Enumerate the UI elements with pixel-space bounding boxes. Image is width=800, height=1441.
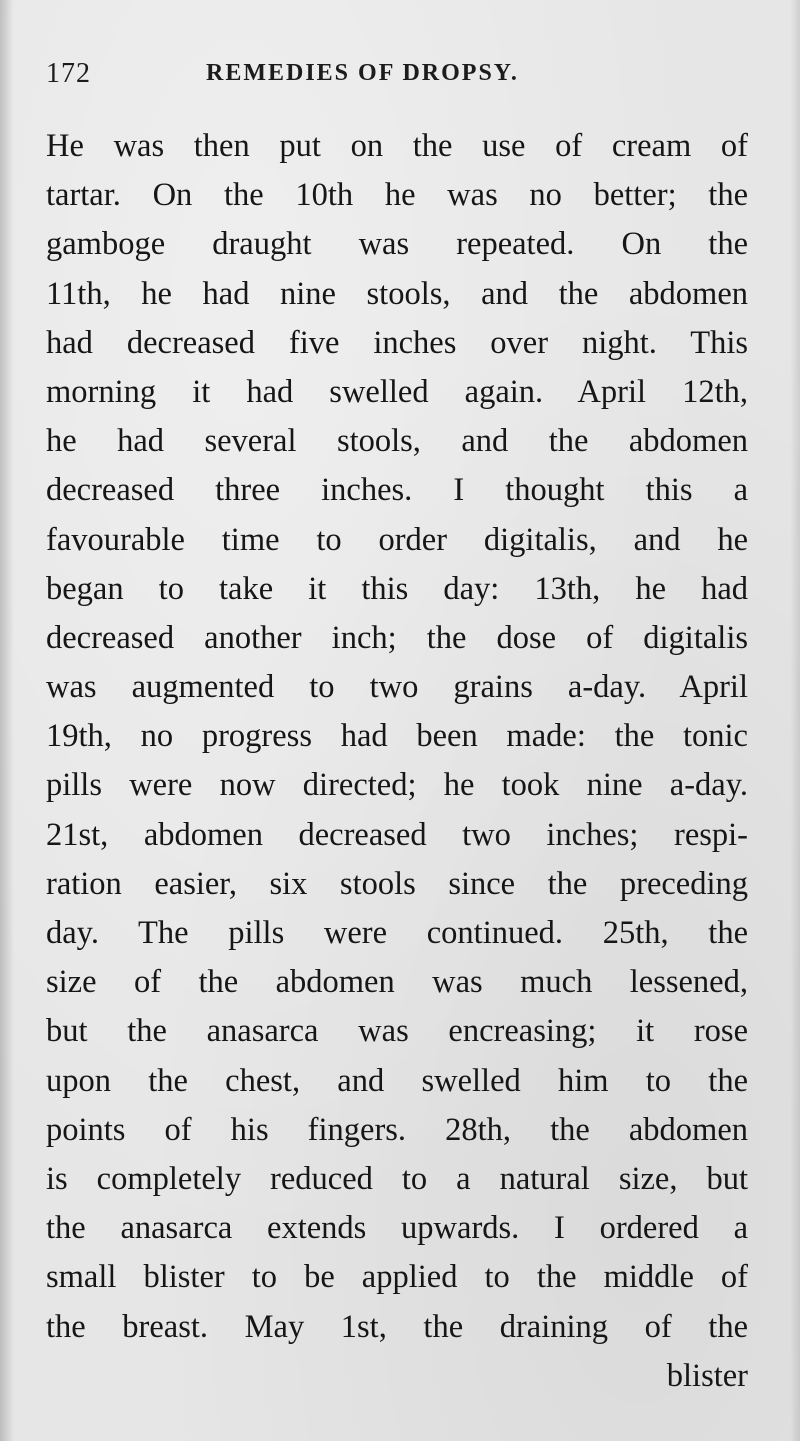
text-line: small blister to be applied to the middle of [46, 1259, 748, 1296]
text-line: 19th, no progress had been made: the tonic [46, 718, 748, 755]
text-line: he had several stools, and the abdomen [46, 423, 748, 460]
text-line: morning it had swelled again. April 12th, [46, 373, 748, 410]
text-line: began to take it this day: 13th, he had [46, 570, 748, 607]
text-line: decreased three inches. I thought this a [46, 472, 748, 509]
text-line: the breast. May 1st, the draining of the [46, 1308, 748, 1345]
running-title: REMEDIES OF DROPSY. [206, 60, 519, 86]
page-edge-shadow [790, 0, 800, 1441]
text-line: pills were now directed; he took nine a-day. [46, 767, 748, 804]
text-line: ration easier, six stools since the preceding [46, 865, 748, 902]
text-line: was augmented to two grains a-day. April [46, 669, 748, 706]
text-line: decreased another inch; the dose of digitalis [46, 619, 748, 656]
text-line: tartar. On the 10th he was no better; the [46, 177, 748, 214]
catchword: blister [666, 1357, 748, 1394]
page-number: 172 [46, 58, 91, 89]
text-line: upon the chest, and swelled him to the [46, 1062, 748, 1099]
text-line: size of the abdomen was much lessened, [46, 964, 748, 1001]
text-line: favourable time to order digitalis, and he [46, 521, 748, 558]
body-text [46, 122, 748, 1401]
text-line: is completely reduced to a natural size, but [46, 1160, 748, 1197]
text-line: 21st, abdomen decreased two inches; respi- [46, 816, 748, 853]
running-head [46, 54, 756, 104]
text-line: but the anasarca was encreasing; it rose [46, 1013, 748, 1050]
text-line: He was then put on the use of cream of [46, 128, 748, 164]
text-line: gamboge draught was repeated. On the [46, 226, 748, 263]
text-line: points of his fingers. 28th, the abdomen [46, 1111, 748, 1148]
text-line: the anasarca extends upwards. I ordered a [46, 1210, 748, 1247]
text-line: had decreased five inches over night. This [46, 324, 748, 361]
text-line: 11th, he had nine stools, and the abdomen [46, 275, 748, 312]
page-gutter-shadow [0, 0, 14, 1441]
text-line: day. The pills were continued. 25th, the [46, 915, 748, 951]
